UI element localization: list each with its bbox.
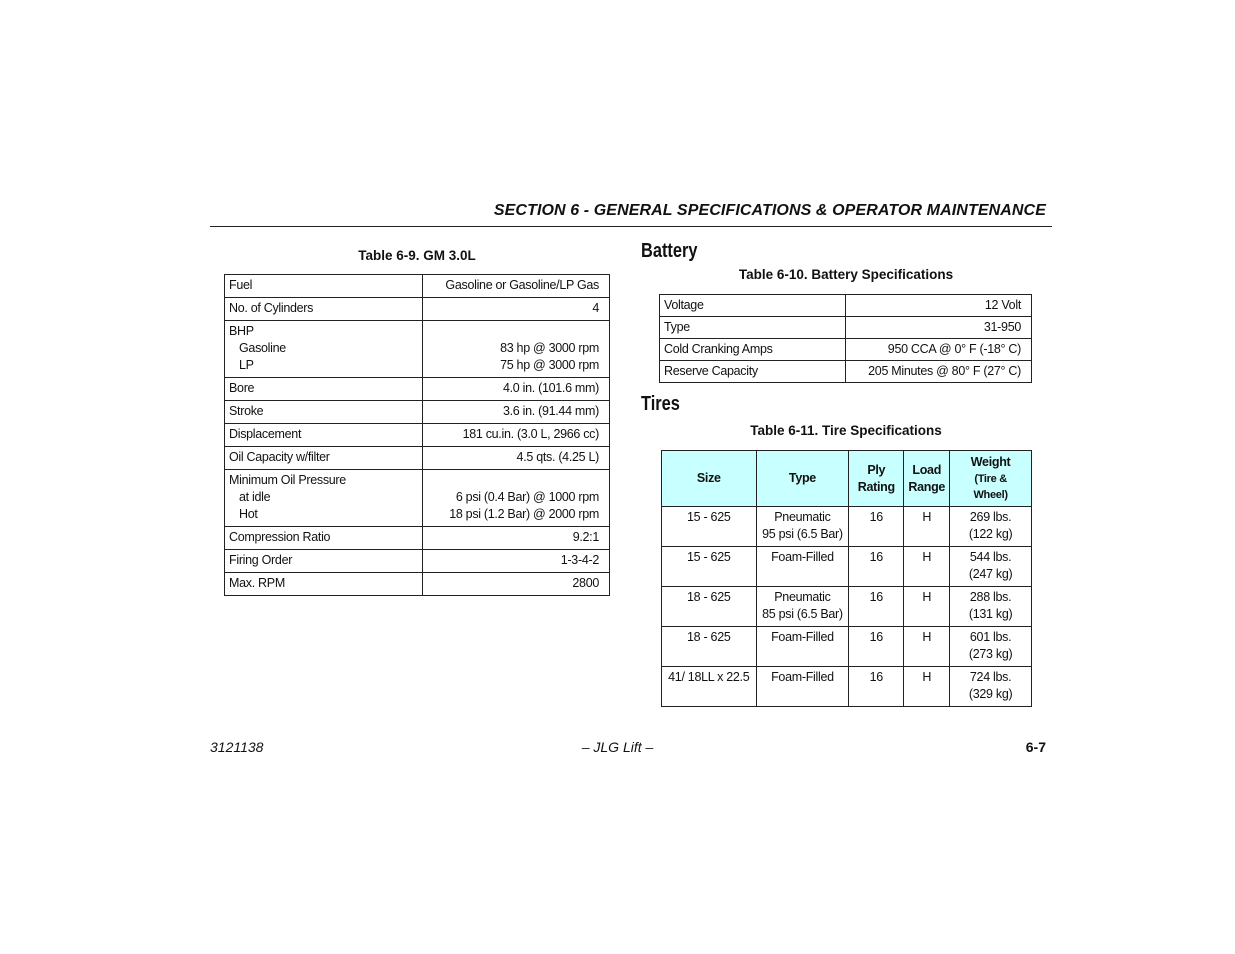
- table-row: [660, 317, 1032, 339]
- cell-ply: 16: [849, 627, 904, 667]
- bhp-lp-label: LP: [239, 358, 254, 372]
- table-row: [660, 295, 1032, 317]
- table-row: [662, 627, 1032, 667]
- cell-size: 15 - 625: [662, 547, 757, 587]
- cell-load: H: [904, 627, 950, 667]
- cell-weight: 724 lbs. (329 kg): [950, 667, 1032, 707]
- table-row: [225, 424, 610, 447]
- battery-table-caption: Table 6-10. Battery Specifications: [738, 267, 954, 282]
- oil-pressure-idle-label: at idle: [239, 490, 271, 504]
- col-header-weight: Weight (Tire & Wheel): [950, 451, 1032, 507]
- row-value: Gasoline or Gasoline/LP Gas: [423, 275, 610, 298]
- table-row: [225, 447, 610, 470]
- row-label: Voltage: [660, 295, 846, 317]
- row-value: 4.0 in. (101.6 mm): [423, 378, 610, 401]
- row-label: Reserve Capacity: [660, 361, 846, 383]
- table-row: [660, 339, 1032, 361]
- row-value: 9.2:1: [423, 527, 610, 550]
- row-value: 1-3-4-2: [423, 550, 610, 573]
- table-row: [225, 527, 610, 550]
- row-label: [225, 321, 423, 378]
- row-label: Fuel: [225, 275, 423, 298]
- table-row: [225, 550, 610, 573]
- row-label: Stroke: [225, 401, 423, 424]
- bhp-gasoline-label: Gasoline: [239, 341, 286, 355]
- col-header-ply: Ply Rating: [849, 451, 904, 507]
- row-value: 950 CCA @ 0° F (-18° C): [845, 339, 1032, 361]
- row-value: 4.5 qts. (4.25 L): [423, 447, 610, 470]
- oil-pressure-hot-value: 18 psi (1.2 Bar) @ 2000 rpm: [449, 507, 599, 521]
- header-rule: [210, 226, 1052, 227]
- cell-type: Foam-Filled: [756, 547, 849, 587]
- cell-weight: 601 lbs. (273 kg): [950, 627, 1032, 667]
- battery-spec-table: [659, 294, 1032, 383]
- row-label: Cold Cranking Amps: [660, 339, 846, 361]
- col-header-type: Type: [756, 451, 849, 507]
- bhp-gasoline-value: 83 hp @ 3000 rpm: [500, 341, 599, 355]
- row-label: Displacement: [225, 424, 423, 447]
- cell-size: 18 - 625: [662, 627, 757, 667]
- tires-table-caption: Table 6-11. Tire Specifications: [750, 423, 942, 438]
- table-row: [662, 507, 1032, 547]
- cell-type: Foam-Filled: [756, 667, 849, 707]
- row-label: Firing Order: [225, 550, 423, 573]
- table-row: [662, 547, 1032, 587]
- cell-weight: 288 lbs. (131 kg): [950, 587, 1032, 627]
- row-value: 205 Minutes @ 80° F (27° C): [845, 361, 1032, 383]
- col-header-load: Load Range: [904, 451, 950, 507]
- row-value: [423, 321, 610, 378]
- oil-pressure-idle-value: 6 psi (0.4 Bar) @ 1000 rpm: [455, 490, 599, 504]
- row-value: 12 Volt: [845, 295, 1032, 317]
- cell-size: 15 - 625: [662, 507, 757, 547]
- cell-ply: 16: [849, 587, 904, 627]
- cell-load: H: [904, 667, 950, 707]
- doc-number: 3121138: [210, 739, 264, 755]
- table-row: [662, 587, 1032, 627]
- bhp-lp-value: 75 hp @ 3000 rpm: [500, 358, 599, 372]
- cell-type: Pneumatic 85 psi (6.5 Bar): [756, 587, 849, 627]
- cell-ply: 16: [849, 507, 904, 547]
- row-value: 4: [423, 298, 610, 321]
- cell-type: Pneumatic 95 psi (6.5 Bar): [756, 507, 849, 547]
- bhp-label: BHP: [229, 324, 254, 338]
- table-row: [225, 470, 610, 527]
- section-title: SECTION 6 - GENERAL SPECIFICATIONS & OPERATOR MAINTENANCE: [493, 202, 1046, 219]
- cell-ply: 16: [849, 667, 904, 707]
- table-row: [225, 321, 610, 378]
- cell-size: 18 - 625: [662, 587, 757, 627]
- gm-spec-table: [224, 274, 610, 596]
- row-label: Oil Capacity w/filter: [225, 447, 423, 470]
- row-value: 31-950: [845, 317, 1032, 339]
- cell-load: H: [904, 507, 950, 547]
- table-row: [225, 573, 610, 596]
- table-header-row: [662, 451, 1032, 507]
- col-header-size: Size: [662, 451, 757, 507]
- cell-size: 41/ 18LL x 22.5: [662, 667, 757, 707]
- oil-pressure-hot-label: Hot: [239, 507, 258, 521]
- battery-heading: Battery: [641, 240, 698, 262]
- table-row: [225, 401, 610, 424]
- tire-spec-table: [661, 450, 1032, 707]
- tires-heading: Tires: [641, 393, 680, 415]
- table-row: [225, 378, 610, 401]
- cell-type: Foam-Filled: [756, 627, 849, 667]
- table-row: [225, 298, 610, 321]
- cell-ply: 16: [849, 547, 904, 587]
- row-value: 3.6 in. (91.44 mm): [423, 401, 610, 424]
- cell-weight: 544 lbs. (247 kg): [950, 547, 1032, 587]
- cell-load: H: [904, 547, 950, 587]
- oil-pressure-label: Minimum Oil Pressure: [229, 473, 346, 487]
- table-row: [662, 667, 1032, 707]
- row-label: Type: [660, 317, 846, 339]
- row-label: No. of Cylinders: [225, 298, 423, 321]
- footer-brand: – JLG Lift –: [581, 739, 654, 755]
- cell-weight: 269 lbs. (122 kg): [950, 507, 1032, 547]
- table-row: [225, 275, 610, 298]
- row-value: [423, 470, 610, 527]
- row-label: Compression Ratio: [225, 527, 423, 550]
- gm-table-caption: Table 6-9. GM 3.0L: [358, 248, 476, 263]
- row-label: Bore: [225, 378, 423, 401]
- row-label: Max. RPM: [225, 573, 423, 596]
- row-value: 2800: [423, 573, 610, 596]
- page-number: 6-7: [1025, 739, 1046, 755]
- row-label: [225, 470, 423, 527]
- table-row: [660, 361, 1032, 383]
- cell-load: H: [904, 587, 950, 627]
- row-value: 181 cu.in. (3.0 L, 2966 cc): [423, 424, 610, 447]
